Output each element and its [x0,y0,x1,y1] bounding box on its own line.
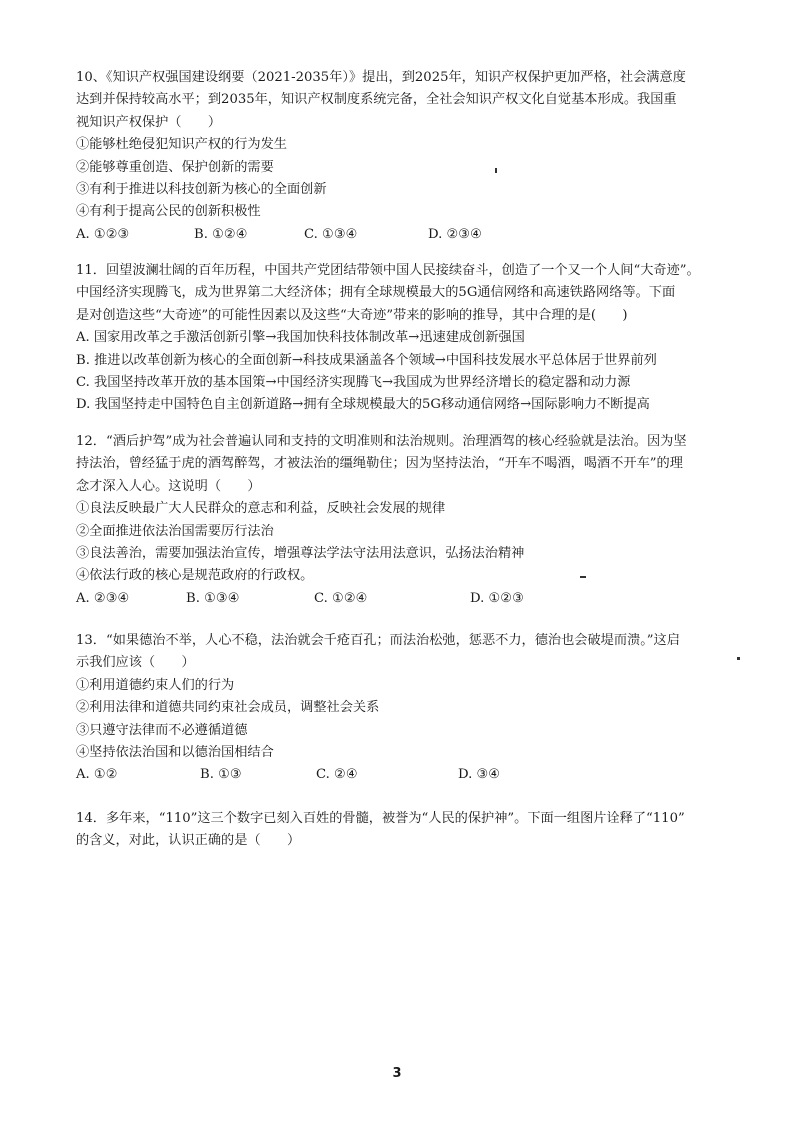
option-c: C. ①③④ [304,226,358,242]
answer-options [76,588,766,610]
option-b: B. ①③④ [186,590,240,606]
statement: ③只遵守法律而不必遵循道德 [76,722,248,738]
option-d: D. ②③④ [428,226,482,242]
question-stem-line: 念才深入人心。这说明（ ） [76,478,261,494]
statement: ①良法反映最广大人民群众的意志和利益，反映社会发展的规律 [76,501,446,517]
statement: ②能够尊重创造、保护创新的需要 [76,159,274,175]
scan-artifact [495,168,497,173]
option-c: C. ①②④ [314,590,368,606]
statement: ②全面推进依法治国需要厉行法治 [76,523,274,539]
question-stem-line: 中国经济实现腾飞，成为世界第二大经济体；拥有全球规模最大的5G通信网络和高速铁路网络等。下面 [76,285,676,301]
statement: ①利用道德约束人们的行为 [76,677,235,693]
answer-options [76,224,766,246]
question-stem-line: 12．“酒后护驾”成为社会普遍认同和支持的文明准则和法治规则。治理酒驾的核心经验就是法治。因为坚 [76,434,687,449]
question-stem-line: 10、《知识产权强国建设纲要（2021-2035年）》提出，到2025年，知识产权保护更加严格，社会满意度 [76,70,686,85]
scan-artifact [580,576,586,578]
question-12 [76,431,766,610]
question-stem-line: 持法治，曾经猛于虎的酒驾醉驾，才被法治的缰绳勒住；因为坚持法治，“开车不喝酒，喝酒不开车”的理 [76,456,683,472]
question-10 [76,67,766,246]
question-stem-line: 示我们应该（ ） [76,655,195,671]
scan-artifact [737,657,740,660]
statement: ④有利于提高公民的创新积极性 [76,204,261,220]
question-11 [76,260,766,417]
answer-options [76,764,766,786]
option-c: C. 我国坚持改革开放的基本国策→中国经济实现腾飞→我国成为世界经济增长的稳定器和动力源 [76,375,631,391]
question-13 [76,630,766,787]
question-14 [76,808,766,853]
option-b: B. ①②④ [194,226,248,242]
statement: ②利用法律和道德共同约束社会成员，调整社会关系 [76,700,380,716]
option-d: D. ③④ [458,767,501,783]
option-a: A. ①②③ [76,226,130,242]
statement: ④依法行政的核心是规范政府的行政权。 [76,568,314,584]
question-stem-line: 达到并保持较高水平；到2035年，知识产权制度系统完备，全社会知识产权文化自觉基本形成。我国重 [76,92,677,108]
statement: ③有利于推进以科技创新为核心的全面创新 [76,182,327,198]
option-b: B. ①③ [200,767,242,783]
question-stem-line: 14．多年来，“110”这三个数字已刻入百姓的骨髓，被誉为“人民的保护神”。下面一组图片诠释了“110” [76,811,685,826]
option-d: D. 我国坚持走中国特色自主创新道路→拥有全球规模最大的5G移动通信网络→国际影响力不断提高 [76,397,650,413]
statement: ①能够杜绝侵犯知识产权的行为发生 [76,137,287,153]
option-d: D. ①②③ [470,590,524,606]
option-c: C. ②④ [316,767,358,783]
question-stem-line: 11．回望波澜壮阔的百年历程，中国共产党团结带领中国人民接续奋斗，创造了一个又一个人间“大奇迹”。 [76,263,700,278]
question-stem-line: 视知识产权保护（ ） [76,114,222,130]
statement: ③良法善治，需要加强法治宣传，增强尊法学法守法用法意识，弘扬法治精神 [76,546,525,562]
question-stem-line: 的含义，对此，认识正确的是（ ） [76,833,301,849]
option-b: B. 推进以改革创新为核心的全面创新→科技成果涵盖各个领域→中国科技发展水平总体居于世界前列 [76,352,657,368]
page-number: 3 [392,1066,402,1081]
question-stem-line: 是对创造这些“大奇迹”的可能性因素以及这些“大奇迹”带来的影响的推导，其中合理的是( ) [76,307,628,323]
option-a: A. ②③④ [76,590,130,606]
option-a: A. ①② [76,767,118,783]
question-stem-line: 13．“如果德治不举，人心不稳，法治就会千疮百孔；而法治松弛，惩恶不力，德治也会破堤而溃。”这启 [76,633,680,648]
option-a: A. 国家用改革之手激活创新引擎→我国加快科技体制改革→迅速建成创新强国 [76,330,525,346]
statement: ④坚持依法治国和以德治国相结合 [76,745,274,761]
